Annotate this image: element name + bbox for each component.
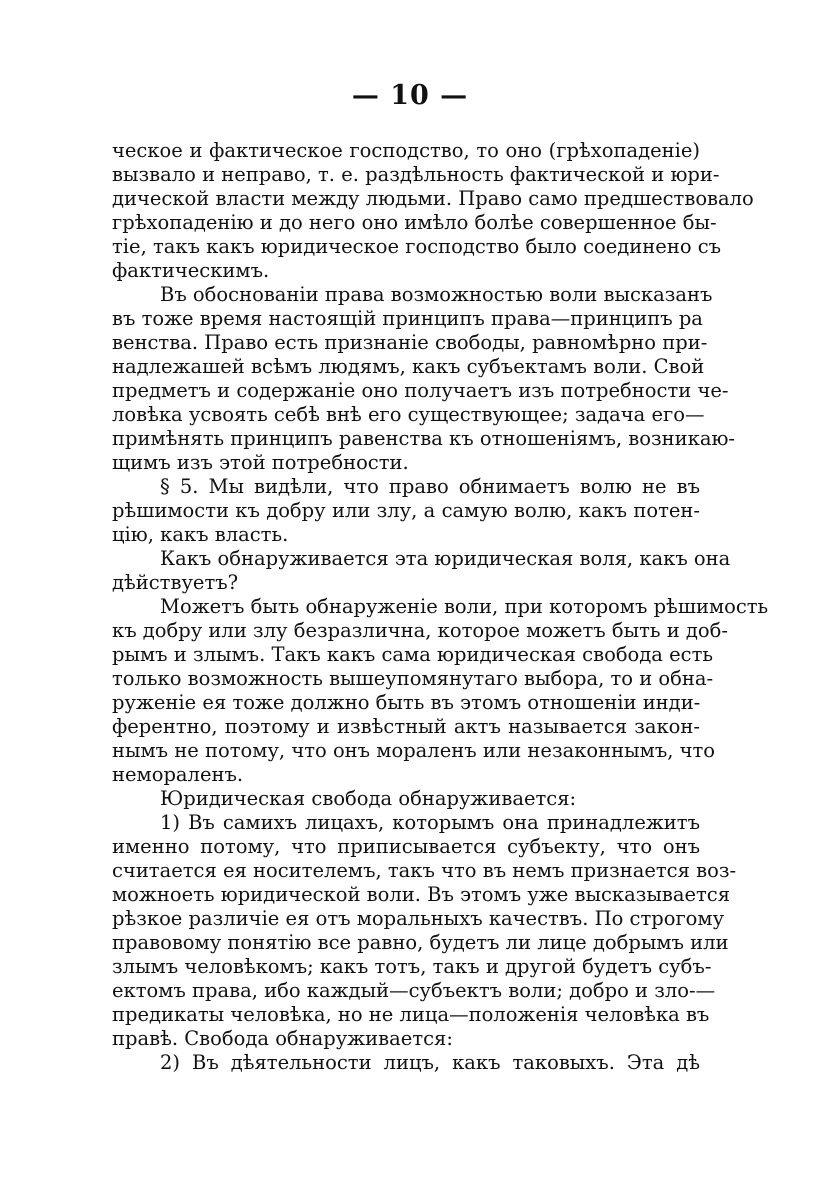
text-line: Какъ обнаруживается эта юридическая воля, какъ она [160, 547, 731, 570]
text-line: § 5. Мы видѣли, что право обнимаетъ волю не въ [160, 475, 700, 498]
text-line: неморaленъ. [112, 763, 244, 786]
text-line: фактическимъ. [112, 259, 270, 282]
text-line: надлежашей всѣмъ людямъ, какъ субъектамъ воли. Свой [112, 355, 705, 378]
text-line: цію, какъ власть. [112, 523, 289, 546]
text-line: примѣнять принципъ равенства къ отношеніямъ, возникаю- [112, 427, 736, 450]
text-line: ловѣка усвоять себѣ внѣ его существующее; задача его— [112, 403, 705, 426]
body-text [112, 139, 769, 1075]
text-line: ферентно, поэтому и извѣстный актъ называется закон- [112, 715, 700, 738]
text-line: можноеть юридической воли. Въ этомъ уже высказывается [112, 883, 731, 906]
text-line: дической власти между людьми. Право само предшествовало [112, 187, 754, 210]
text-line: рѣзкое различіе ея отъ моральныхъ качествъ. По строгому [112, 907, 725, 930]
text-line: предикаты человѣка, но не лица—положенія человѣка въ [112, 1003, 710, 1026]
page-number: — 10 — [351, 80, 469, 111]
text-line: Можетъ быть обнаруженіе воли, при которомъ рѣшимость [160, 595, 769, 618]
text-line: именно потому, что приписывается субъекту, что онъ [112, 835, 700, 858]
text-line: предметъ и содержаніе оно получаетъ изъ потребности че- [112, 379, 729, 402]
text-line: Юридическая свобода обнаруживается: [160, 787, 577, 810]
text-line: рѣшимости къ добру или злу, а самую волю, какъ потен- [112, 499, 700, 522]
text-line: 1) Въ самихъ лицахъ, которымъ она принадлежитъ [160, 811, 700, 834]
text-line: грѣхопаденію и до него оно имѣло болѣе совершенное бы- [112, 211, 717, 234]
text-line: въ тоже время настоящій принципъ права—принципъ ра [112, 307, 703, 330]
text-line: венства. Право есть признаніе свободы, равномѣрно при- [112, 331, 708, 354]
text-line: считается ея носителемъ, такъ что въ немъ признается воз- [112, 859, 737, 882]
text-line: 2) Въ дѣятельности лицъ, какъ таковыхъ. Эта дѣ [160, 1051, 700, 1074]
text-line: щимъ изъ этой потребности. [112, 451, 409, 474]
text-line: вызвало и неправо, т. е. раздѣльность фактической и юри- [112, 163, 720, 186]
text-line: ектомъ права, ибо каждый—субъектъ воли; добро и зло-— [112, 979, 716, 1002]
text-line: руженіе ея тоже должно быть въ этомъ отношеніи инди- [112, 691, 701, 714]
text-line: правѣ. Свобода обнаруживается: [112, 1027, 453, 1050]
text-line: рымъ и злымъ. Такъ какъ сама юридическая свобода есть [112, 643, 713, 666]
text-line: тіе, такъ какъ юридическое господство было соединено съ [112, 235, 722, 258]
text-line: нымъ не потому, что онъ мораленъ или незаконнымъ, что [112, 739, 716, 762]
text-line: злымъ человѣкомъ; какъ тотъ, такъ и другой будетъ субъ- [112, 955, 712, 978]
text-line: ческое и фактическое господство, то оно (грѣхопаденіе) [112, 139, 700, 162]
text-line: къ добру или злу безразлична, которое можетъ быть и доб- [112, 619, 728, 642]
text-line: правовому понятію все равно, будетъ ли лице добрымъ или [112, 931, 729, 954]
text-line: только возможность вышеупомянутаго выбора, то и обна- [112, 667, 714, 690]
text-line: Въ обоснованіи права возможностью воли высказанъ [160, 283, 713, 306]
text-line: дѣйствуетъ? [112, 571, 239, 594]
